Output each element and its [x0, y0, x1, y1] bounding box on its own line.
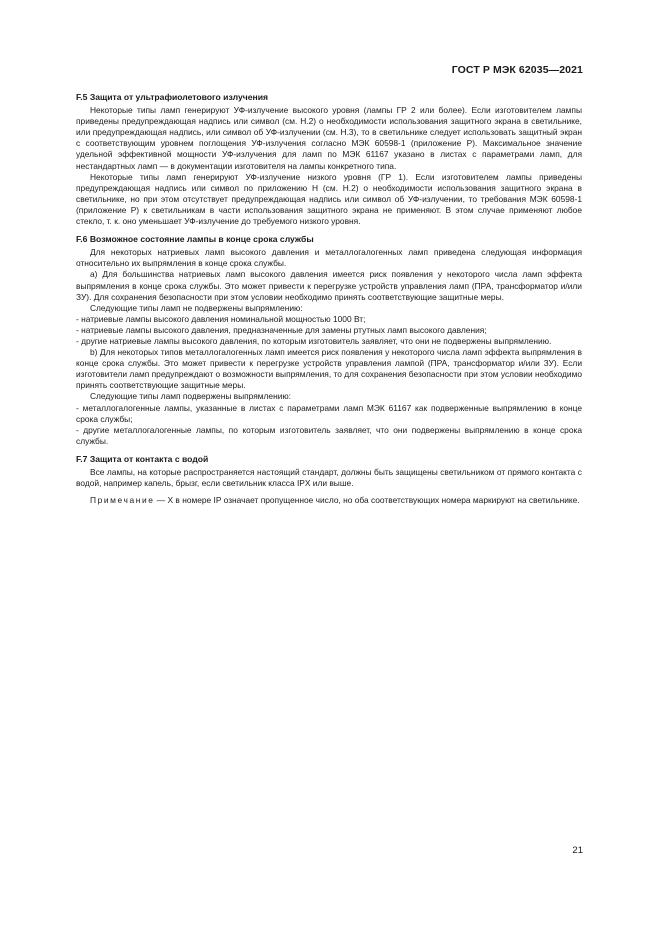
paragraph: a) Для большинства натриевых ламп высокого давления имеется риск появления у некоторого числа ламп эффекта выпрямления в конце срока службы. Это может привести к перегрузке устройств управления ламп (ПРА, трансформатор и/или ЗУ). Для сохранения безопасности при этом условии необходимо принять соответствующие защитные меры. — [76, 269, 582, 302]
note-text: — X в номере IP означает пропущенное число, но оба соответствующих номера маркируют на светильнике. — [154, 495, 580, 506]
section-title: F.7 Защита от контакта с водой — [76, 453, 209, 464]
paragraph: Для некоторых натриевых ламп высокого давления и металлогалогенных ламп приведена следующая информация относительно их выпрямления в конце срока службы. — [76, 247, 582, 269]
list-item: - натриевые лампы высокого давления, предназначенные для замены ртутных ламп высокого давления; — [76, 324, 487, 335]
page-number: 21 — [572, 845, 583, 856]
paragraph: Следующие типы ламп не подвержены выпрямлению: — [90, 302, 303, 313]
section-f7 — [76, 454, 582, 506]
section-f6 — [76, 234, 582, 447]
paragraph: Все лампы, на которые распространяется настоящий стандарт, должны быть защищены светильником от прямого контакта с водой, например капель, брызг, если светильник класса IPX или выше. — [76, 467, 582, 489]
section-f5 — [76, 92, 582, 227]
section-title: F.5 Защита от ультрафиолетового излучения — [76, 92, 268, 102]
list-item: - натриевые лампы высокого давления номинальной мощностью 1000 Вт; — [76, 313, 366, 324]
list-item: - другие натриевые лампы высокого давления, по которым изготовитель заявляет, что они не подвержены выпрямлению. — [76, 335, 552, 346]
paragraph: Некоторые типы ламп генерируют УФ-излучение низкого уровня (ГР 1). Если изготовителем лампы приведены предупреждающая надпись или символ по приложению Н (см. Н.2) о необходимости использования защитного экрана в светильнике, но при этом отсутствует предупреждающая надпись или символ об УФ-излучении, то требования МЭК 60598-1 (приложение Р) к светильникам в части использования защитного экрана не применяют. В этом случае применяют любое стекло, т. к. оно уменьшает УФ-излучение до требуемого низкого уровня. — [76, 171, 582, 227]
paragraph: b) Для некоторых типов металлогалогенных ламп имеется риск появления у некоторого числа ламп эффекта выпрямления в конце срока службы. Это может привести к перегрузке устройств управления лампой (ПРА, трансформатор и/или ЗУ). Если изготовители ламп предупреждают о возможности выпрямления, то для сохранения безопасности при этом условии необходимо принять соответствующие защитные меры. — [76, 347, 582, 391]
note — [76, 495, 582, 506]
section-title: F.6 Возможное состояние лампы в конце срока службы — [76, 234, 314, 245]
list-item: - другие металлогалогенные лампы, по которым изготовитель заявляет, что они подвержены выпрямлению в конце срока службы. — [76, 424, 582, 446]
list-item: - металлогалогенные лампы, указанные в листах с параметрами ламп МЭК 61167 как подверженные выпрямлению в конце срока службы; — [76, 402, 582, 424]
document-header: ГОСТ Р МЭК 62035—2021 — [451, 64, 583, 76]
document-body — [76, 92, 582, 513]
note-label: Примечание — [90, 495, 155, 506]
paragraph: Следующие типы ламп подвержены выпрямлению: — [90, 391, 291, 402]
paragraph: Некоторые типы ламп генерируют УФ-излучение высокого уровня (лампы ГР 2 или более). Если изготовителем лампы приведены предупреждающая надпись или символ (см. Н.2) о необходимости использования защитного экрана в светильнике, или предупреждающая надпись, или символ об УФ-излучении (см. Н.3), то в светильнике следует использовать защитный экран с соответствующим уровнем поглощения УФ-излучения согласно МЭК 60598-1 (приложение Р). Максимальное значение удельной эффективной мощности УФ-излучения для ламп по МЭК 61167 указано в листах с параметрами ламп, для нестандартных ламп — в документации изготовителя на лампы конкретного типа. — [76, 105, 582, 171]
